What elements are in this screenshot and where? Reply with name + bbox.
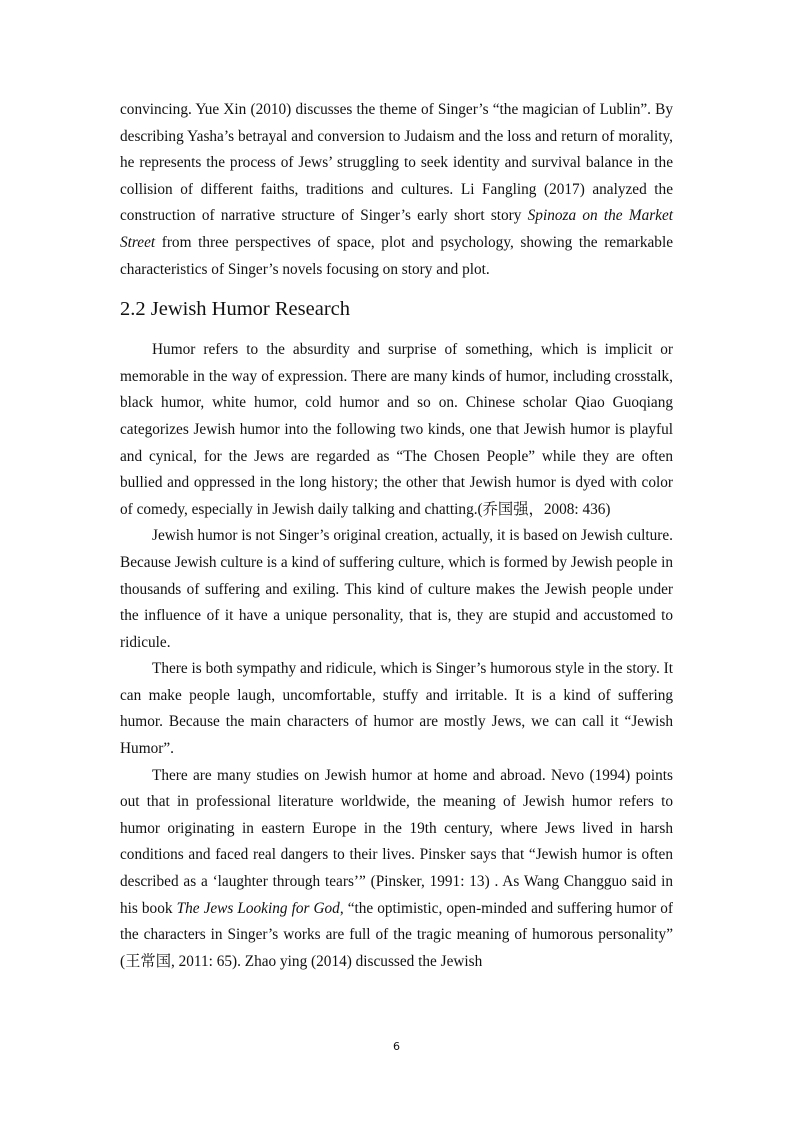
paragraph-text: from three perspectives of space, plot and psychology, showing the remarkable characteristics of Singer’s novels focusing on story and plot. — [120, 233, 673, 278]
italic-title: Spinoza on the Market Street — [120, 207, 673, 251]
paragraph-sympathy-ridicule: There is both sympathy and ridicule, which is Singer’s humorous style in the story. It can make people laugh, uncomfortable, stuffy and irritable. It is a kind of suffering humor. Because the main characters of humor are mostly Jews, we can call it “Jewish Humor”. — [120, 660, 673, 758]
italic-title: The Jews Looking for God — [176, 899, 340, 917]
paragraph-jewish-culture: Jewish humor is not Singer’s original creation, actually, it is based on Jewish culture. Because Jewish culture is a kind of suffering culture, which is formed by Jewish people in thousands of suffering and exiling. This kind of culture makes the Jewish people under the influence of it have a unique personality, that is, they are stupid and accustomed to ridicule. — [120, 527, 673, 651]
paragraph-studies — [120, 763, 673, 976]
paragraph-text: , “the optimistic, open-minded and suffering humor of the characters in Singer’s works are full of the tragic meaning of humorous personality” (王常国, 2011: 65). Zhao ying (2014) discussed the Jewish — [120, 899, 673, 970]
paragraph-intro — [120, 97, 673, 283]
page-number: 6 — [393, 1040, 400, 1053]
page-body — [120, 97, 673, 975]
paragraph-text: convincing. Yue Xin (2010) discusses the theme of Singer’s “the magician of Lublin”. By describing Yasha’s betrayal and conversion to Judaism and the loss and return of morality, he represents the process of Jews’ struggling to seek identity and survival balance in the collision of different faiths, traditions and cultures. Li Fangling (2017) analyzed the construction of narrative structure of Singer’s early short story — [120, 101, 673, 225]
paragraph-text: There are many studies on Jewish humor at home and abroad. Nevo (1994) points out that in professional literature worldwide, the meaning of Jewish humor refers to humor originating in eastern Europe in the 19th century, where Jews lived in harsh conditions and faced real dangers to their lives. Pinsker says that “Jewish humor is often described as a ‘laughter through tears’” (Pinsker, 1991: 13) . As Wang Changguo said in his book — [120, 766, 673, 917]
paragraph-humor-definition: Humor refers to the absurdity and surprise of something, which is implicit or memorable in the way of expression. There are many kinds of humor, including crosstalk, black humor, white humor, cold humor and so on. Chinese scholar Qiao Guoqiang categorizes Jewish humor into the following two kinds, one that Jewish humor is playful and cynical, for the Jews are regarded as “The Chosen People” while they are often bullied and oppressed in the long history; the other that Jewish humor is dyed with color of comedy, especially in Jewish daily talking and chatting.(乔国强，2008: 436) — [120, 341, 673, 518]
section-heading: 2.2 Jewish Humor Research — [120, 298, 351, 321]
